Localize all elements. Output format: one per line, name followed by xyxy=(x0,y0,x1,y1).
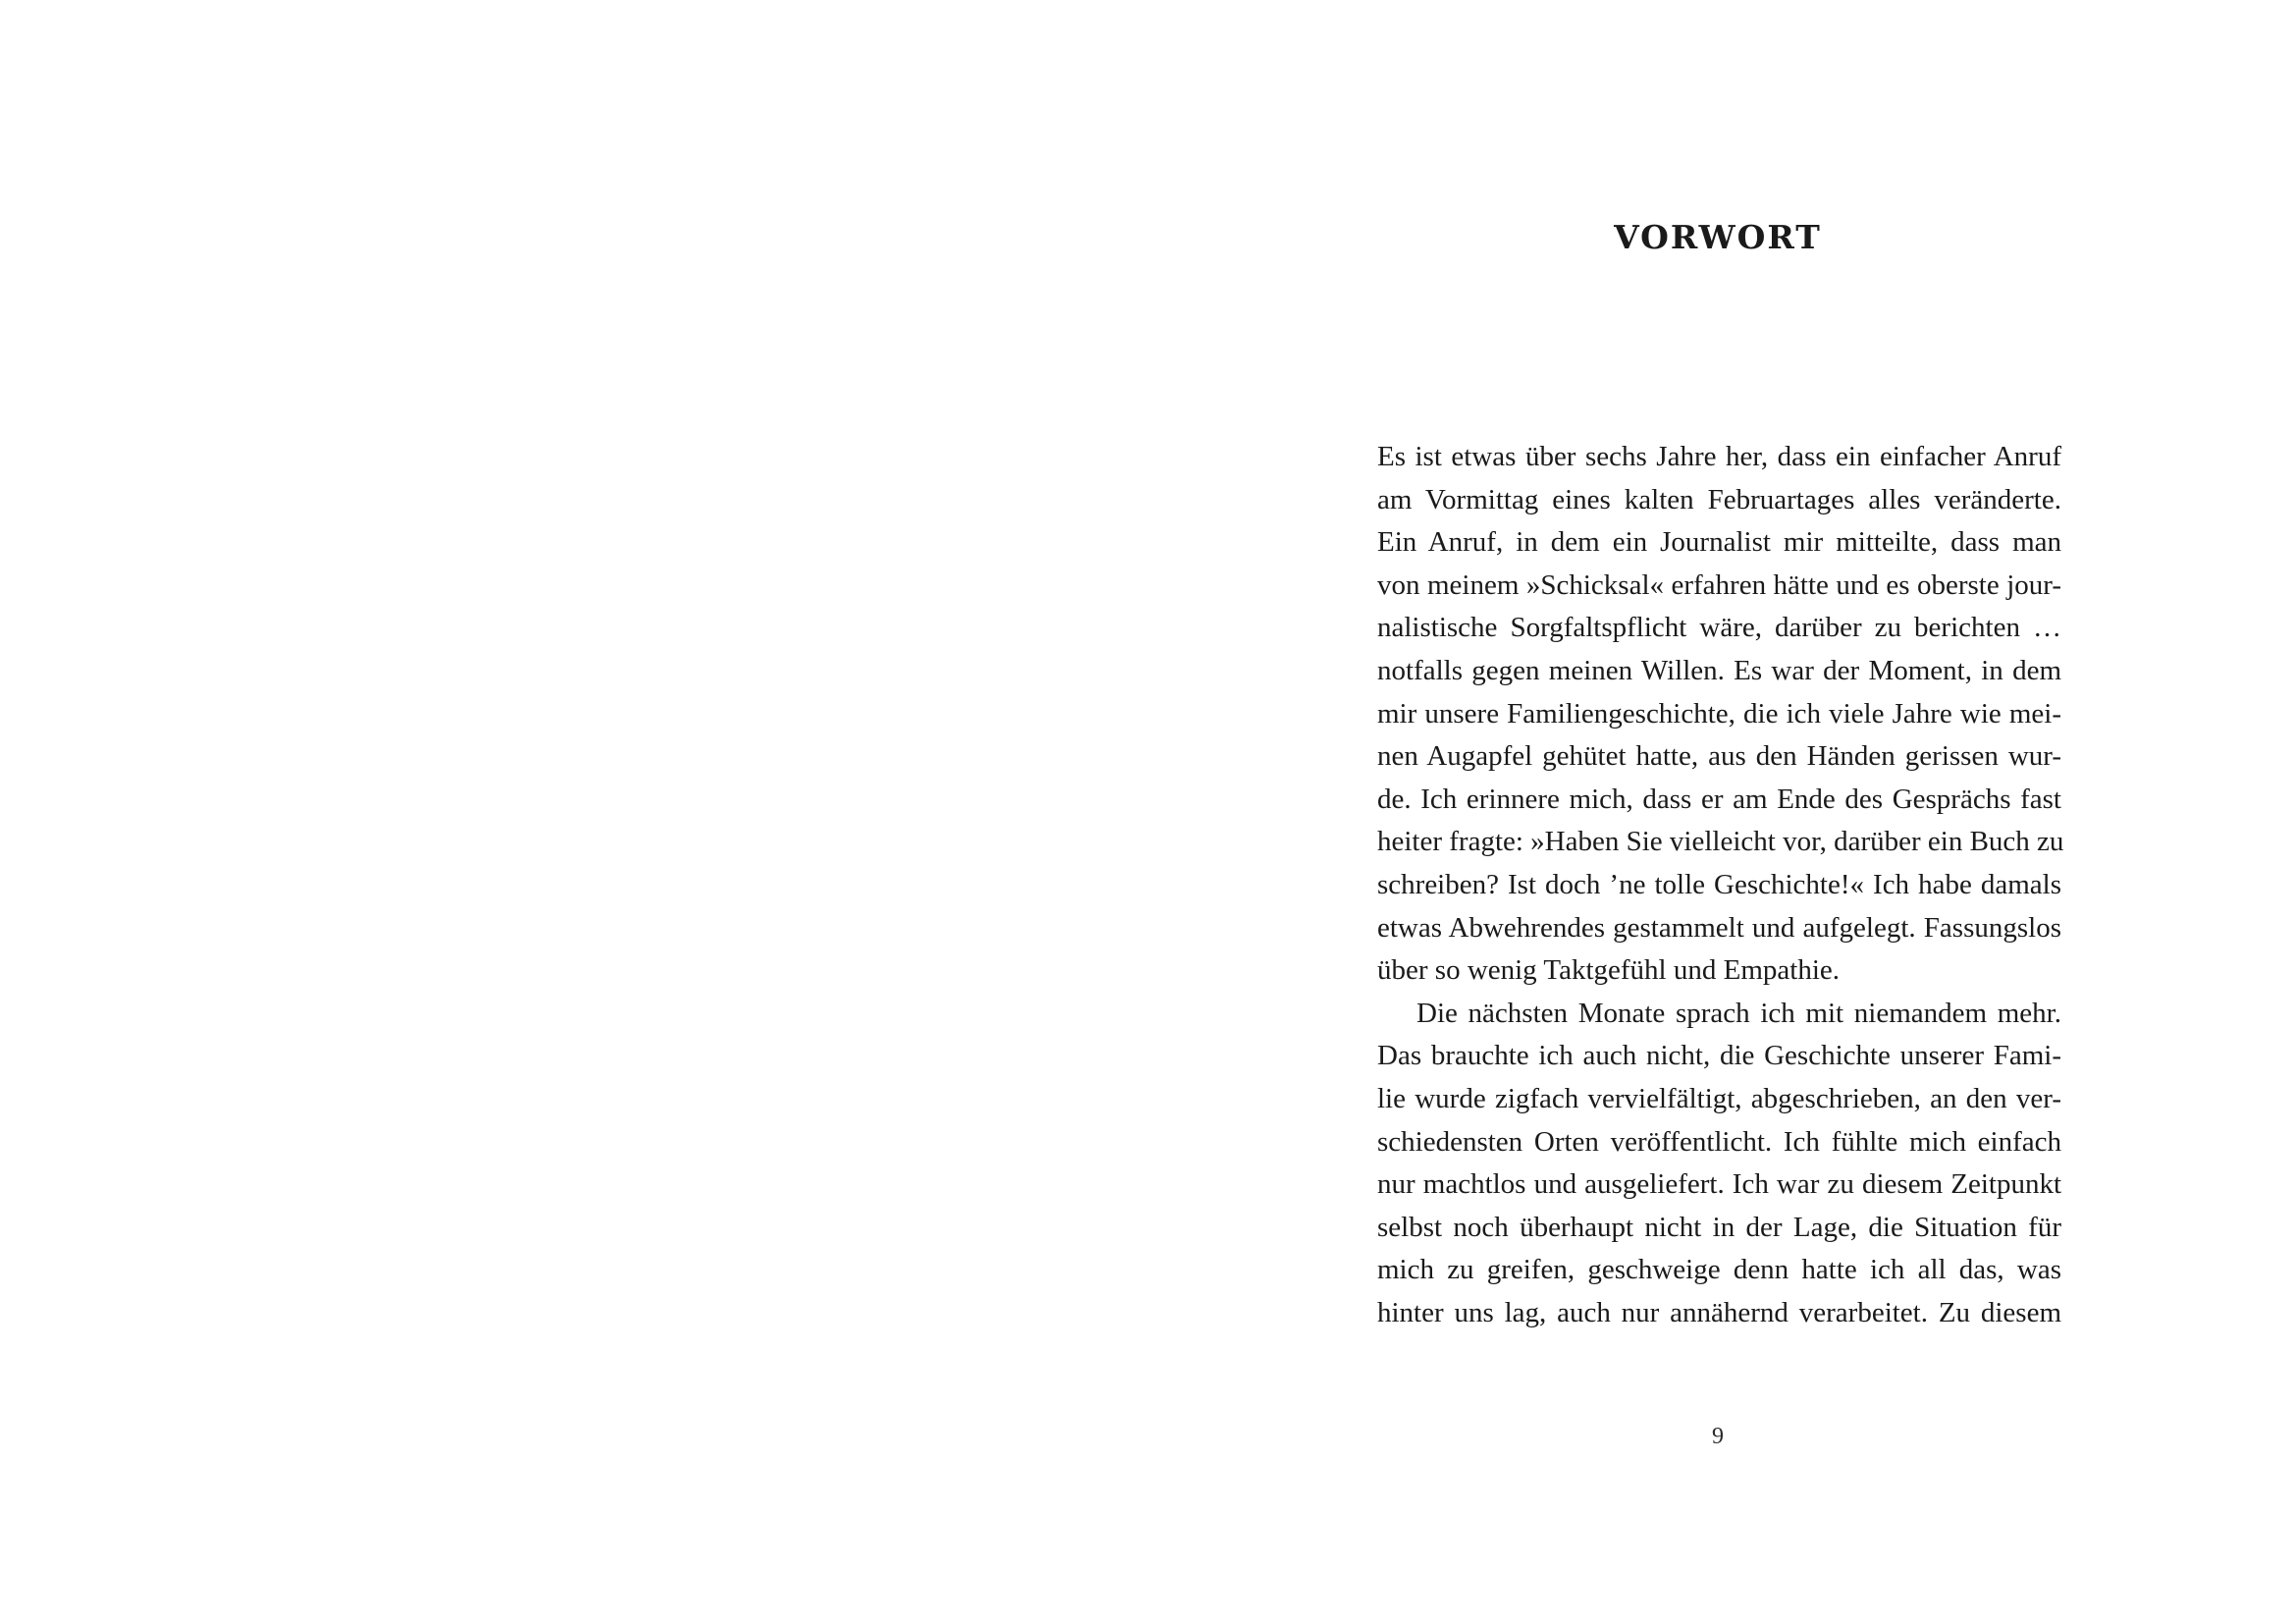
text-line: lie wurde zigfach vervielfältigt, abgeschrieben, an den ver- xyxy=(1377,1082,2061,1114)
text-line: hinter uns lag, auch nur annähernd verarbeitet. Zu diesem xyxy=(1377,1296,2061,1328)
text-line: nalistische Sorgfaltspflicht wäre, darüber zu berichten … xyxy=(1377,612,2061,644)
body-text xyxy=(1377,436,2064,1334)
text-line: mich zu greifen, geschweige denn hatte ich all das, was xyxy=(1377,1254,2061,1286)
text-line: von meinem »Schicksal« erfahren hätte und es oberste jour- xyxy=(1377,568,2061,601)
text-line: Die nächsten Monate sprach ich mit niemandem mehr. xyxy=(1416,997,2061,1029)
text-line: etwas Abwehrendes gestammelt und aufgelegt. Fassungslos xyxy=(1377,911,2061,944)
text-line: nur machtlos und ausgeliefert. Ich war zu diesem Zeitpunkt xyxy=(1377,1168,2061,1201)
text-line: selbst noch überhaupt nicht in der Lage, die Situation für xyxy=(1377,1211,2061,1243)
text-line: schiedensten Orten veröffentlicht. Ich fühlte mich einfach xyxy=(1377,1125,2061,1158)
text-line: Es ist etwas über sechs Jahre her, dass ein einfacher Anruf xyxy=(1377,441,2061,472)
text-line: heiter fragte: »Haben Sie vielleicht vor, darüber ein Buch zu xyxy=(1377,826,2064,858)
text-line: am Vormittag eines kalten Februartages alles veränderte. xyxy=(1377,483,2061,515)
text-line: mir unsere Familiengeschichte, die ich viele Jahre wie mei- xyxy=(1377,697,2061,730)
text-line: schreiben? Ist doch ’ne tolle Geschichte!« Ich habe damals xyxy=(1377,868,2061,900)
page-number: 9 xyxy=(1712,1424,1724,1449)
chapter-title: VORWORT xyxy=(1614,218,1822,256)
text-line: notfalls gegen meinen Willen. Es war der Moment, in dem xyxy=(1377,654,2061,686)
text-line: nen Augapfel gehütet hatte, aus den Händen gerissen wur- xyxy=(1377,740,2061,773)
text-line: über so wenig Taktgefühl und Empathie. xyxy=(1377,954,1840,987)
text-line: Das brauchte ich auch nicht, die Geschichte unserer Fami- xyxy=(1377,1040,2061,1072)
text-line: de. Ich erinnere mich, dass er am Ende des Gesprächs fast xyxy=(1377,783,2061,815)
text-line: Ein Anruf, in dem ein Journalist mir mitteilte, dass man xyxy=(1377,526,2061,559)
